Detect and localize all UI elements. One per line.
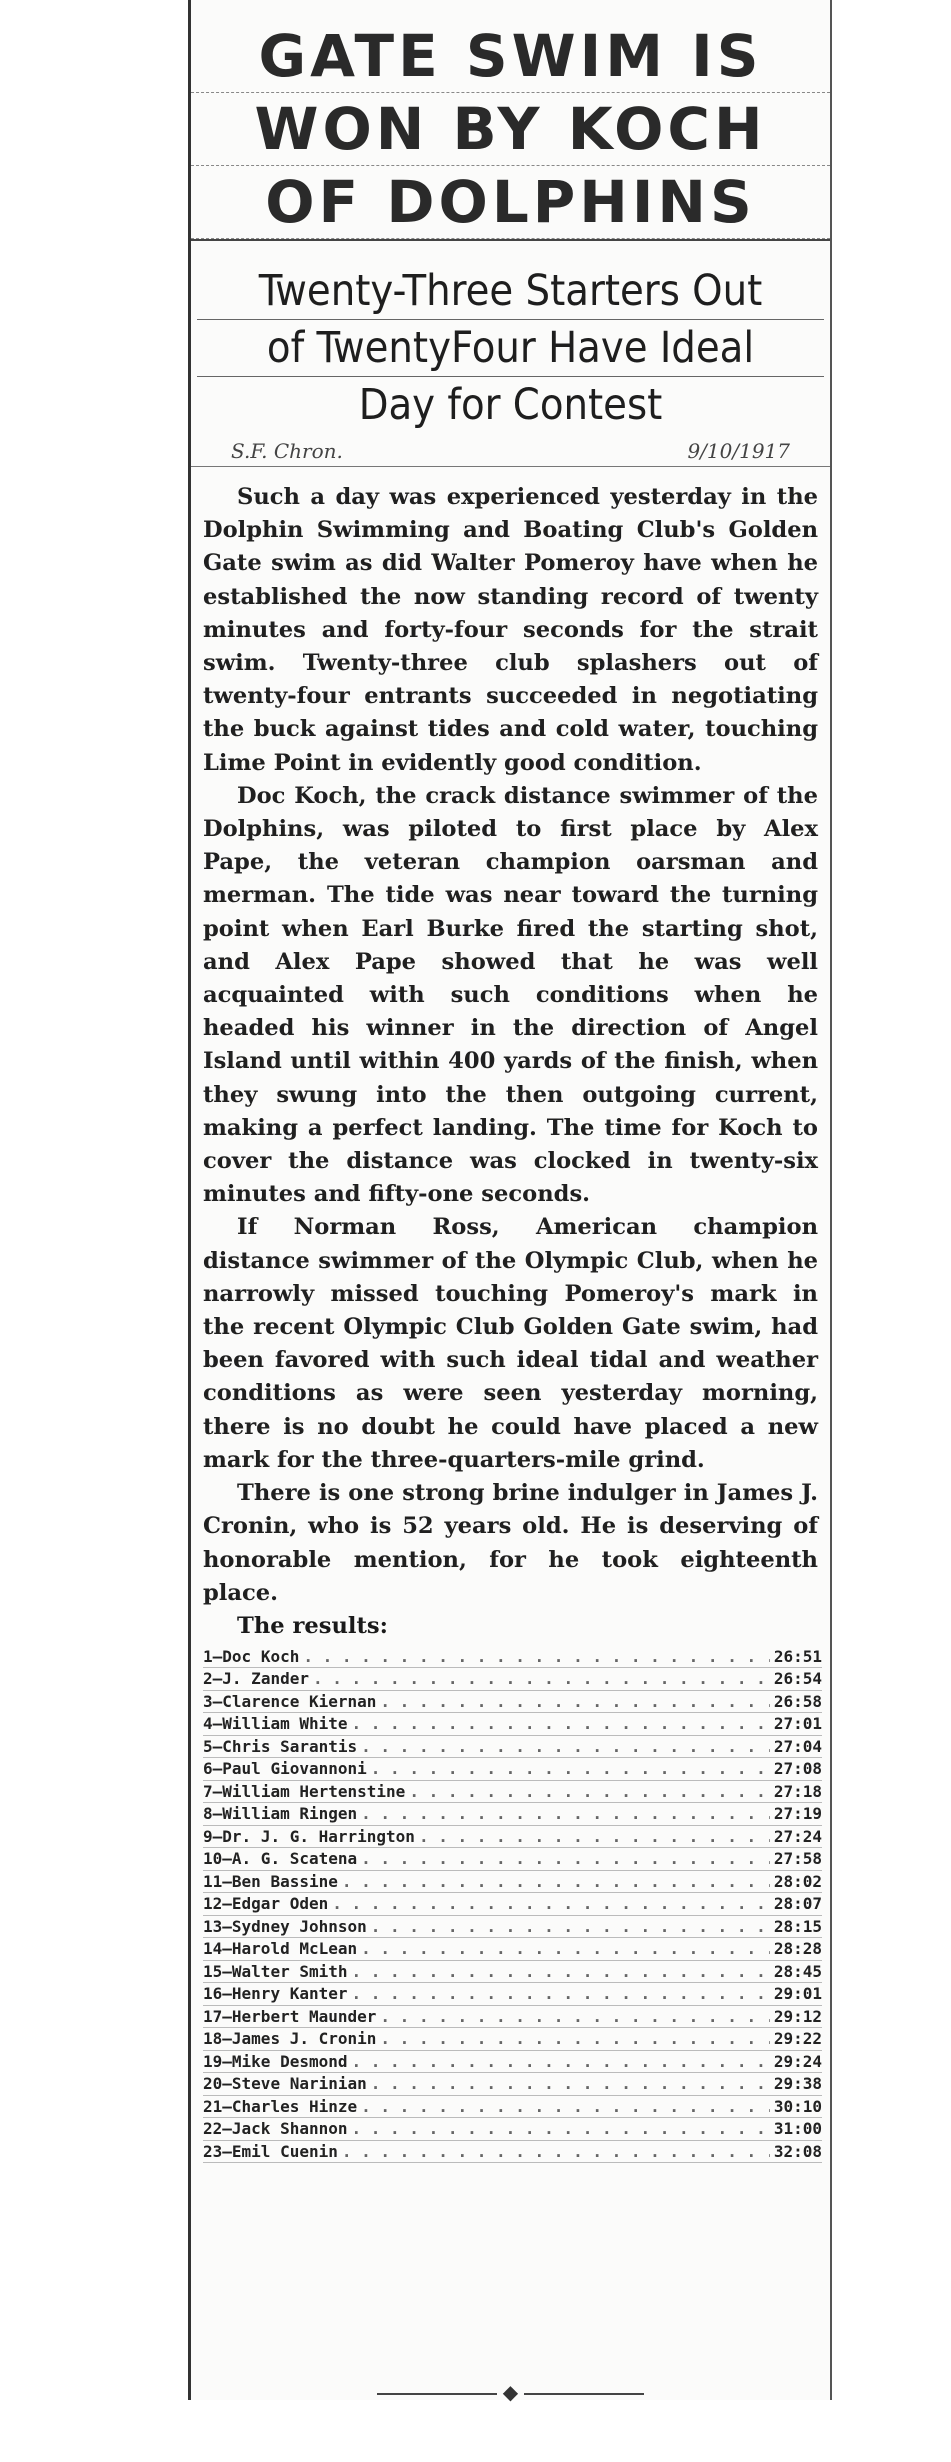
result-place: 22 xyxy=(203,2119,223,2139)
result-dash: — xyxy=(212,1646,223,1666)
end-ornament: ◆ xyxy=(191,2380,830,2404)
result-time: 27:01 xyxy=(773,1714,822,1734)
result-row xyxy=(203,1826,822,1849)
leader-dots xyxy=(361,1736,770,1759)
result-row xyxy=(203,2006,822,2029)
result-place: 20 xyxy=(203,2074,223,2094)
paragraph-1: Such a day was experienced yesterday in the Dolphin Swimming and Boating Club's Golden Gate swim as did Walter Pomeroy have when he established the now standing record of twenty minutes and forty-four seconds for the strait swim. Twenty-three club splashers out of twenty-four entrants succeeded in negotiating the buck against tides and cold water, touching Lime Point in evidently good condition. xyxy=(203,484,818,776)
result-row xyxy=(203,1803,822,1826)
result-place: 13 xyxy=(203,1916,223,1936)
leader-dots xyxy=(361,1938,770,1961)
result-dash: — xyxy=(212,1714,223,1734)
paragraph-4: There is one strong brine indulger in James J. Cronin, who is 52 years old. He is deserving of honorable mention, for he took eighteenth place. xyxy=(203,1480,818,1606)
leader-dots xyxy=(361,2096,770,2119)
leader-dots xyxy=(371,1758,770,1781)
headline-line-1: GATE SWIM IS xyxy=(191,20,830,93)
paragraph-3: If Norman Ross, American champion distance swimmer of the Olympic Club, when he narrowly missed touching Pomeroy's mark in the recent Olympic Club Golden Gate swim, had been favored with such ideal tidal and weather conditions as were seen yesterday morning, there is no doubt he could have placed a new mark for the three-quarters-mile grind. xyxy=(203,1214,818,1473)
result-row xyxy=(203,1713,822,1736)
result-time: 31:00 xyxy=(773,2119,822,2139)
leader-dots xyxy=(409,1781,770,1804)
result-dash: — xyxy=(222,1849,232,1869)
result-dash: — xyxy=(222,1894,232,1914)
result-time: 32:08 xyxy=(773,2141,822,2161)
result-row xyxy=(203,1758,822,1781)
result-row xyxy=(203,2096,822,2119)
result-dash: — xyxy=(222,1984,232,2004)
leader-dots xyxy=(352,2118,770,2141)
leader-dots xyxy=(352,1961,770,1984)
result-row xyxy=(203,2073,822,2096)
result-name: Herbert Maunder xyxy=(231,2006,377,2026)
results-label: The results: xyxy=(237,1612,388,1639)
result-time: 28:02 xyxy=(773,1871,822,1891)
headline-line-3: OF DOLPHINS xyxy=(191,166,830,239)
result-row xyxy=(203,2028,822,2051)
result-dash: — xyxy=(222,2119,232,2139)
result-row xyxy=(203,1781,822,1804)
leader-dots xyxy=(371,1916,770,1939)
results-list xyxy=(191,1646,830,2164)
result-name: Emil Cuenin xyxy=(231,2141,338,2161)
result-place: 12 xyxy=(203,1894,223,1914)
result-time: 27:04 xyxy=(773,1736,822,1756)
result-time: 29:22 xyxy=(773,2029,822,2049)
result-name: William Hertenstine xyxy=(222,1781,406,1801)
leader-dots xyxy=(419,1826,770,1849)
result-place: 14 xyxy=(203,1939,223,1959)
result-name: Clarence Kiernan xyxy=(222,1691,377,1711)
result-place: 19 xyxy=(203,2051,223,2071)
result-name: Walter Smith xyxy=(231,1961,348,1981)
result-dash: — xyxy=(222,2029,232,2049)
result-place: 11 xyxy=(203,1871,223,1891)
newspaper-clipping xyxy=(188,0,832,2404)
result-dash: — xyxy=(212,1826,223,1846)
leader-dots xyxy=(303,1646,769,1669)
result-row xyxy=(203,1916,822,1939)
subheadline-line-1: Twenty-Three Starters Out xyxy=(197,263,824,320)
result-time: 27:58 xyxy=(773,1849,822,1869)
result-place: 23 xyxy=(203,2141,223,2161)
leader-dots xyxy=(380,2006,769,2029)
result-name: Jack Shannon xyxy=(231,2119,348,2139)
result-time: 29:24 xyxy=(773,2051,822,2071)
leader-dots xyxy=(332,1893,770,1916)
result-place: 10 xyxy=(203,1849,223,1869)
result-dash: — xyxy=(212,1781,223,1801)
result-dash: — xyxy=(222,1961,232,1981)
result-place: 1 xyxy=(203,1646,213,1666)
result-place: 7 xyxy=(203,1781,213,1801)
result-dash: — xyxy=(212,1669,223,1689)
result-row xyxy=(203,1668,822,1691)
result-place: 9 xyxy=(203,1826,213,1846)
result-place: 16 xyxy=(203,1984,223,2004)
result-name: J. Zander xyxy=(222,1669,309,1689)
result-place: 8 xyxy=(203,1804,213,1824)
result-name: Henry Kanter xyxy=(231,1984,348,2004)
result-place: 4 xyxy=(203,1714,213,1734)
result-name: A. G. Scatena xyxy=(231,1849,358,1869)
subheadline xyxy=(191,241,830,437)
result-row xyxy=(203,1893,822,1916)
result-time: 27:24 xyxy=(773,1826,822,1846)
result-name: Sydney Johnson xyxy=(231,1916,367,1936)
result-time: 30:10 xyxy=(773,2096,822,2116)
result-dash: — xyxy=(212,1759,223,1779)
result-dash: — xyxy=(222,2006,232,2026)
leader-dots xyxy=(352,1713,770,1736)
result-dash: — xyxy=(222,1916,232,1936)
result-place: 5 xyxy=(203,1736,213,1756)
result-name: Doc Koch xyxy=(222,1646,300,1666)
result-name: Charles Hinze xyxy=(231,2096,358,2116)
result-row xyxy=(203,1983,822,2006)
result-dash: — xyxy=(212,1691,223,1711)
result-time: 26:58 xyxy=(773,1691,822,1711)
result-dash: — xyxy=(222,2051,232,2071)
result-row xyxy=(203,2118,822,2141)
result-dash: — xyxy=(212,1736,223,1756)
result-row xyxy=(203,1736,822,1759)
leader-dots xyxy=(380,2028,769,2051)
headline-line-2: WON BY KOCH xyxy=(191,93,830,166)
result-row xyxy=(203,2051,822,2074)
result-name: Harold McLean xyxy=(231,1939,358,1959)
result-time: 27:19 xyxy=(773,1804,822,1824)
subheadline-line-2: of TwentyFour Have Ideal xyxy=(197,320,824,377)
result-place: 21 xyxy=(203,2096,223,2116)
result-row xyxy=(203,1848,822,1871)
result-dash: — xyxy=(222,1871,232,1891)
result-row xyxy=(203,1646,822,1669)
result-place: 18 xyxy=(203,2029,223,2049)
leader-dots xyxy=(342,1871,770,1894)
result-dash: — xyxy=(222,2074,232,2094)
result-name: James J. Cronin xyxy=(231,2029,377,2049)
result-place: 3 xyxy=(203,1691,213,1711)
result-name: Chris Sarantis xyxy=(222,1736,358,1756)
leader-dots xyxy=(313,1668,770,1691)
handwritten-source-note xyxy=(191,437,830,467)
result-name: Edgar Oden xyxy=(231,1894,329,1914)
result-time: 28:45 xyxy=(773,1961,822,1981)
leader-dots xyxy=(342,2141,770,2164)
result-row xyxy=(203,2141,822,2164)
article-body xyxy=(191,467,830,1610)
result-time: 26:51 xyxy=(773,1646,822,1666)
source-date: 9/10/1917 xyxy=(687,439,790,463)
result-name: William Ringen xyxy=(222,1804,358,1824)
leader-dots xyxy=(361,1803,770,1826)
leader-dots xyxy=(352,2051,770,2074)
result-place: 6 xyxy=(203,1759,213,1779)
leader-dots xyxy=(371,2073,770,2096)
result-dash: — xyxy=(222,2096,232,2116)
result-name: Ben Bassine xyxy=(231,1871,338,1891)
result-name: Dr. J. G. Harrington xyxy=(222,1826,415,1846)
leader-dots xyxy=(380,1691,769,1714)
result-name: Steve Narinian xyxy=(231,2074,367,2094)
leader-dots xyxy=(352,1983,770,2006)
headline xyxy=(191,0,830,241)
result-time: 26:54 xyxy=(773,1669,822,1689)
result-place: 15 xyxy=(203,1961,223,1981)
result-dash: — xyxy=(222,1939,232,1959)
result-dash: — xyxy=(212,1804,223,1824)
result-time: 29:01 xyxy=(773,1984,822,2004)
source-paper: S.F. Chron. xyxy=(231,439,343,463)
result-place: 17 xyxy=(203,2006,223,2026)
result-name: William White xyxy=(222,1714,348,1734)
result-time: 28:28 xyxy=(773,1939,822,1959)
result-row xyxy=(203,1871,822,1894)
result-name: Paul Giovannoni xyxy=(222,1759,367,1779)
result-time: 29:38 xyxy=(773,2074,822,2094)
result-row xyxy=(203,1961,822,1984)
result-time: 28:15 xyxy=(773,1916,822,1936)
result-time: 28:07 xyxy=(773,1894,822,1914)
result-row xyxy=(203,1938,822,1961)
result-place: 2 xyxy=(203,1669,213,1689)
subheadline-line-3: Day for Contest xyxy=(358,380,663,430)
result-time: 27:08 xyxy=(773,1759,822,1779)
result-time: 29:12 xyxy=(773,2006,822,2026)
result-dash: — xyxy=(222,2141,232,2161)
result-time: 27:18 xyxy=(773,1781,822,1801)
paragraph-2: Doc Koch, the crack distance swimmer of the Dolphins, was piloted to first place by Alex Pape, the veteran champion oarsman and merman. The tide was near toward the turning point when Earl Burke fired the starting shot, and Alex Pape showed that he was well acquainted with such conditions when he headed his winner in the direction of Angel Island until within 400 yards of the finish, when they swung into the then outgoing current, making a perfect landing. The time for Koch to cover the distance was clocked in twenty-six minutes and fifty-one seconds. xyxy=(203,782,818,1208)
leader-dots xyxy=(361,1848,770,1871)
result-row xyxy=(203,1691,822,1714)
result-name: Mike Desmond xyxy=(231,2051,348,2071)
